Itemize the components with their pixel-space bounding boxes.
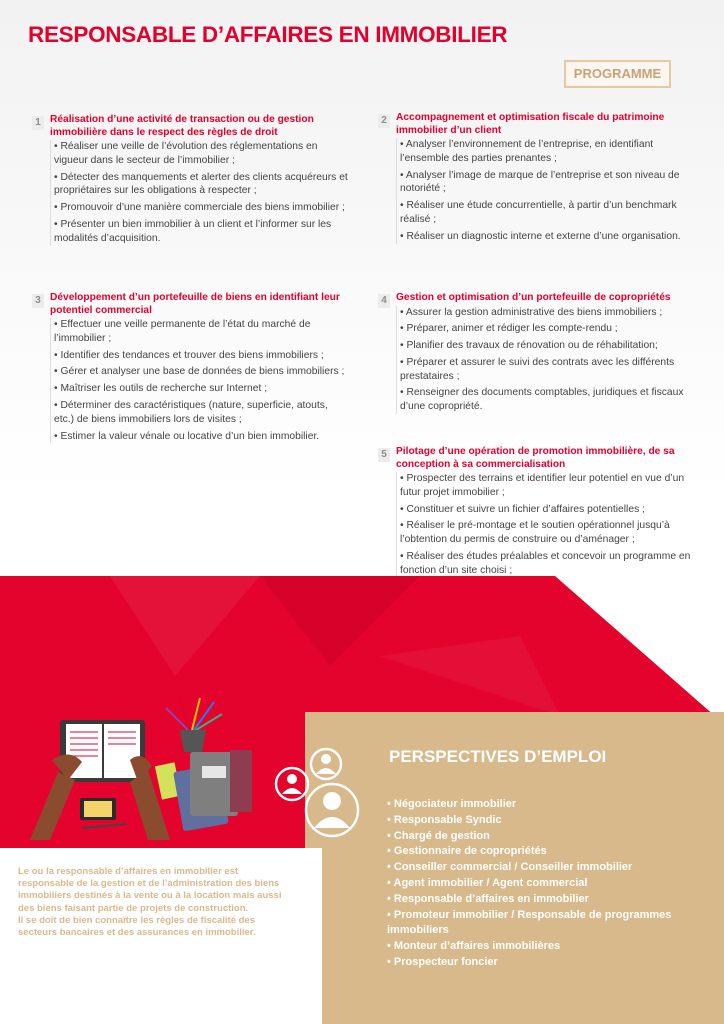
list-item: • Promouvoir d’une manière commerciale des biens immobilier ; [54,202,345,214]
list-item: • Préparer et assurer le suivi des contrats avec les différents prestataires ; [400,356,675,382]
section-title: Réalisation d’une activité de transaction ou de gestion immobilière dans le respect des règles de droit [50,114,314,138]
list-item: • Monteur d’affaires immobilières [387,940,561,953]
list-item: • Prospecteur foncier [387,955,498,968]
description-text [18,866,288,939]
section-title: Accompagnement et optimisation fiscale du patrimoine immobilier d’un client [396,112,665,136]
list-item: • Responsable Syndic [387,813,502,826]
list-item: • Agent immobilier / Agent commercial [387,876,588,889]
section-number: 1 [32,116,44,130]
list-item: • Négociateur immobilier [387,798,517,810]
section-number: 2 [378,114,390,128]
list-item: • Constituer et suivre un fichier d’affaires potentielles ; [400,503,645,515]
description-paragraph: Il se doit de bien connaître les règles de fiscalité des secteurs bancaires et des assurances en immobilier. [18,914,256,939]
list-item: • Maîtriser les outils de recherche sur Internet ; [54,383,268,395]
list-item: • Gérer et analyser une base de données de biens immobiliers ; [54,366,345,378]
perspectives-list [387,797,707,971]
list-item: • Détecter des manquements et alerter des clients acquéreurs et propriétaires sur les obligations à respecter ; [54,171,348,197]
list-item: • Analyser l’image de marque de l’entreprise et son niveau de notoriété ; [400,169,680,195]
list-item: • Réaliser le pré-montage et le soutien opérationnel jusqu’à l’obtention du permis de construire ou d’aménager ; [400,520,670,546]
list-item: • Réaliser des études préalables et concevoir un programme en fonction d’un site choisi ; [400,550,691,576]
list-item: • Estimer la valeur vénale ou locative d’un bien immobilier. [54,430,320,442]
list-item: • Effectuer une veille permanente de l’état du marché de l’immobilier ; [54,319,311,344]
list-item: • Chargé de gestion [387,829,490,842]
list-item: • Assurer la gestion administrative des biens immobiliers ; [400,306,663,318]
programme-section-1 [35,114,350,246]
list-item: • Conseiller commercial / Conseiller immobilier [387,861,633,874]
section-items [50,318,350,443]
programme-badge: PROGRAMME [564,60,671,88]
list-item: • Déterminer des caractéristiques (nature, superficie, atouts, etc.) de biens immobiliers lors de visites ; [54,399,328,425]
section-title: Pilotage d’une opération de promotion immobilière, de sa conception à sa commercialisation [396,446,675,470]
section-number: 5 [378,448,390,462]
list-item: • Réaliser une étude concurrentielle, à partir d’un benchmark réalisé ; [400,200,677,225]
section-number: 3 [32,294,44,308]
list-item: • Planifier des travaux de rénovation ou de réhabilitation; [400,340,658,352]
section-items [396,138,696,244]
section-number: 4 [378,294,390,308]
list-item: • Gestionnaire de copropriétés [387,845,547,858]
section-title: Développement d’un portefeuille de biens en identifiant leur potentiel commercial [50,292,340,316]
programme-section-4 [381,292,700,414]
section-title: Gestion et optimisation d’un portefeuille de copropriétés [396,292,671,303]
programme-section-3 [35,292,350,443]
list-item: • Promoteur immobilier / Responsable de programmes immobiliers [387,908,672,937]
list-item: • Analyser l’environnement de l’entreprise, en identifiant l’ensemble des parties prenantes ; [400,139,654,164]
list-item: • Préparer, animer et rédiger les compte-rendu ; [400,323,618,335]
list-item: • Réaliser une veille de l’évolution des réglementations en vigueur dans le secteur de l’immobilier ; [54,141,318,166]
list-item: • Identifier des tendances et trouver des biens immobiliers ; [54,349,324,361]
people-icon [272,744,362,840]
section-items [50,140,350,246]
list-item: • Réaliser un diagnostic interne et externe d’une organisation. [400,230,681,242]
section-items [396,306,700,415]
list-item: • Renseigner des documents comptables, juridiques et fiscaux d’une copropriété. [400,387,684,413]
desk-illustration [30,690,280,840]
programme-section-2 [381,112,696,244]
list-item: • Présenter un bien immobilier à un client et l’informer sur les modalités d’acquisition. [54,218,332,244]
list-item: • Prospecter des terrains et identifier leur potentiel en vue d’un futur projet immobilier ; [400,473,685,498]
page-title: RESPONSABLE D’AFFAIRES EN IMMOBILIER [28,22,508,47]
list-item: • Responsable d’affaires en immobilier [387,892,589,905]
description-paragraph: Le ou la responsable d’affaires en immobilier est responsable de la gestion et de l’administration des biens immobiliers destinés à la vente ou à la location mais aussi des biens faisant partie de projets de construction. [18,866,282,914]
perspectives-title: PERSPECTIVES D’EMPLOI [389,747,607,766]
programme-section-5 [381,446,700,578]
section-items [396,472,700,578]
